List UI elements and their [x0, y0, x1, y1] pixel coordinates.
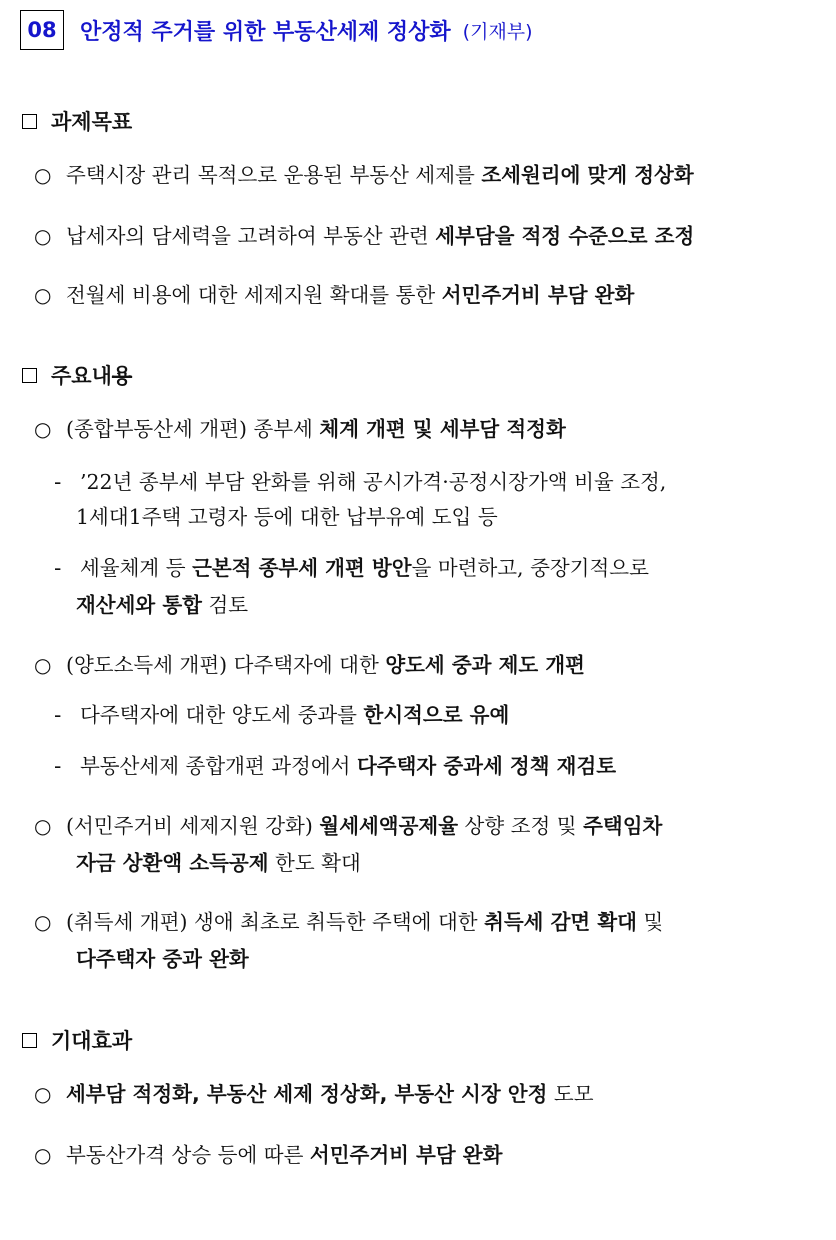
circle-bullet-icon: ○: [34, 910, 52, 934]
goal-item-2: ○ 납세자의 담세력을 고려하여 부동산 관련 세부담을 적정 수준으로 조정: [34, 218, 694, 254]
content-item-2: ○ (양도소득세 개편) 다주택자에 대한 양도세 중과 제도 개편: [34, 647, 585, 683]
agency-label: (기재부): [462, 20, 533, 43]
circle-bullet-icon: ○: [34, 1143, 52, 1167]
section-effects-heading: [22, 1025, 132, 1055]
content-item-4: ○ (취득세 개편) 생애 최초로 취득한 주택에 대한 취득세 감면 확대 및: [34, 904, 663, 940]
dash-bullet-icon: -: [54, 470, 62, 494]
content-item-1-sub-1: - ’22년 종부세 부담 완화를 위해 공시가격·공정시장가액 비율 조정,: [54, 464, 666, 500]
circle-bullet-icon: ○: [34, 224, 52, 248]
dash-bullet-icon: -: [54, 754, 62, 778]
section-title: 주요내용: [51, 364, 133, 388]
content-item-3-line-2: 자금 상환액 소득공제 한도 확대: [76, 851, 361, 875]
square-bullet-icon: [22, 1033, 37, 1048]
effect-item-2: ○ 부동산가격 상승 등에 따른 서민주거비 부담 완화: [34, 1137, 502, 1173]
item-number-badge: 08: [20, 10, 64, 50]
section-title: 기대효과: [51, 1029, 133, 1053]
square-bullet-icon: [22, 114, 37, 129]
page-title: 안정적 주거를 위한 부동산세제 정상화: [80, 19, 451, 45]
content-item-1: ○ (종합부동산세 개편) 종부세 체계 개편 및 세부담 적정화: [34, 411, 566, 447]
square-bullet-icon: [22, 368, 37, 383]
section-title: 과제목표: [51, 110, 133, 134]
goal-item-3: ○ 전월세 비용에 대한 세제지원 확대를 통한 서민주거비 부담 완화: [34, 277, 634, 313]
circle-bullet-icon: ○: [34, 1082, 52, 1106]
content-item-4-line-2: 다주택자 중과 완화: [76, 947, 249, 971]
content-item-1-sub-2-line-2: 재산세와 통합 검토: [76, 593, 249, 617]
dash-bullet-icon: -: [54, 556, 62, 580]
dash-bullet-icon: -: [54, 703, 62, 727]
goal-item-1: ○ 주택시장 관리 목적으로 운용된 부동산 세제를 조세원리에 맞게 정상화: [34, 157, 694, 193]
header: [20, 10, 533, 50]
circle-bullet-icon: ○: [34, 163, 52, 187]
effect-item-1: ○ 세부담 적정화, 부동산 세제 정상화, 부동산 시장 안정 도모: [34, 1076, 594, 1112]
content-item-2-sub-1: - 다주택자에 대한 양도세 중과를 한시적으로 유예: [54, 697, 509, 733]
content-item-3: ○ (서민주거비 세제지원 강화) 월세세액공제율 상향 조정 및 주택임차: [34, 808, 662, 844]
circle-bullet-icon: ○: [34, 283, 52, 307]
circle-bullet-icon: ○: [34, 417, 52, 441]
section-contents-heading: [22, 360, 132, 390]
section-goals-heading: [22, 106, 132, 136]
content-item-1-sub-1-line-2: 1세대1주택 고령자 등에 대한 납부유예 도입 등: [76, 505, 498, 529]
content-item-2-sub-2: - 부동산세제 종합개편 과정에서 다주택자 중과세 정책 재검토: [54, 748, 616, 784]
circle-bullet-icon: ○: [34, 814, 52, 838]
content-item-1-sub-2: - 세율체계 등 근본적 종부세 개편 방안을 마련하고, 중장기적으로: [54, 550, 649, 586]
circle-bullet-icon: ○: [34, 653, 52, 677]
